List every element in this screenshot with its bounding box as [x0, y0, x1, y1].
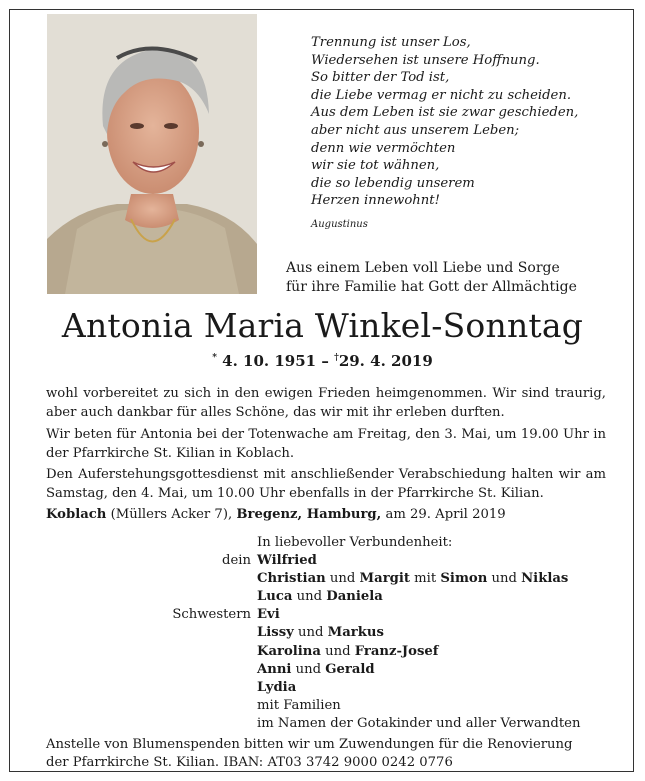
- date-separator: –: [321, 352, 329, 370]
- poem-line: Aus dem Leben ist sie zwar geschieden,: [311, 105, 579, 121]
- mourner-name: Anni: [257, 661, 292, 677]
- mourners-list: [0, 534, 645, 733]
- address: (Müllers Acker 7),: [110, 507, 233, 522]
- conjunction: und: [295, 661, 322, 677]
- mourners-heading-row: [0, 534, 645, 552]
- relation-label: Schwestern: [172, 607, 251, 623]
- intro-text: [286, 259, 626, 297]
- death-date: 29. 4. 2019: [338, 352, 433, 370]
- intro-line: Aus einem Leben voll Liebe und Sorge: [286, 260, 560, 276]
- birth-symbol: *: [212, 353, 217, 363]
- poem-line: denn wie vermöchten: [311, 140, 456, 156]
- poem-line: Wiedersehen ist unsere Hoffnung.: [311, 52, 540, 68]
- mourner-name: Karolina: [257, 643, 321, 659]
- mourner-name: Margit: [359, 571, 410, 587]
- mourner-row: [0, 570, 645, 588]
- town-koblach: Koblach: [46, 507, 107, 522]
- poem: [311, 34, 621, 210]
- mourner-name: Lissy: [257, 625, 294, 641]
- mourner-name: Simon: [440, 571, 488, 587]
- body-paragraph: Den Auferstehungsgottesdienst mit anschließender Verabschiedung halten wir am Samstag, den 4. Mai, um 10.00 Uhr ebenfalls in der Pfarrkirche St. Kilian.: [46, 467, 606, 501]
- mourner-row: [0, 661, 645, 679]
- conjunction: und: [329, 571, 356, 587]
- mourner-name: Niklas: [521, 571, 569, 587]
- notice-body: [46, 384, 606, 506]
- mourner-name: Markus: [327, 625, 384, 641]
- life-dates: [0, 352, 645, 370]
- donation-line: Anstelle von Blumenspenden bitten wir um Zuwendungen für die Renovierung: [46, 737, 573, 752]
- mourner-row: [0, 643, 645, 661]
- relation-label: dein: [222, 553, 251, 569]
- mourner-row: [0, 715, 645, 733]
- mourner-name: Daniela: [326, 589, 383, 605]
- donation-line: der Pfarrkirche St. Kilian. IBAN: AT03 3742 9000 0242 0776: [46, 755, 453, 770]
- donation-note: [46, 736, 606, 772]
- body-paragraph: Wir beten für Antonia bei der Totenwache am Freitag, den 3. Mai, um 19.00 Uhr in der Pfarrkirche St. Kilian in Koblach.: [46, 426, 606, 461]
- poem-line: die Liebe vermag er nicht zu scheiden.: [311, 87, 572, 103]
- poem-line: wir sie tot wähnen,: [311, 158, 440, 174]
- portrait-photo: [47, 14, 257, 294]
- poem-line: aber nicht aus unserem Leben;: [311, 122, 520, 138]
- body-paragraph: wohl vorbereitet zu sich in den ewigen Frieden heimgenommen. Wir sind traurig, aber auch dankbar für alles Schöne, das wir mit ihr erleben durften.: [46, 386, 606, 420]
- conjunction: und: [325, 643, 351, 659]
- conjunction: und: [296, 589, 323, 605]
- mourner-name: Evi: [257, 607, 280, 623]
- mourner-name: Gerald: [325, 661, 375, 677]
- conjunction: mit: [414, 571, 437, 587]
- place-date-line: [46, 507, 606, 522]
- mourner-name: Christian: [257, 571, 326, 587]
- mourner-name: Wilfried: [257, 553, 317, 569]
- deceased-name: Antonia Maria Winkel-Sonntag: [61, 306, 584, 345]
- notice-date: am 29. April 2019: [385, 507, 506, 522]
- mit-familien: mit Familien: [257, 697, 341, 713]
- mourner-row: [0, 624, 645, 642]
- poem-line: Herzen innewohnt!: [311, 193, 440, 209]
- mourner-row: [0, 679, 645, 697]
- mourner-name: Lydia: [257, 679, 297, 695]
- mourner-row: [0, 606, 645, 624]
- poem-line: So bitter der Tod ist,: [311, 70, 450, 86]
- mourner-row: [0, 588, 645, 606]
- conjunction: und: [491, 571, 517, 587]
- poem-author: Augustinus: [311, 219, 368, 230]
- mourner-row: [0, 552, 645, 570]
- towns: Bregenz, Hamburg,: [236, 507, 382, 522]
- intro-line: für ihre Familie hat Gott der Allmächtige: [286, 279, 577, 295]
- birth-date: 4. 10. 1951: [222, 352, 317, 370]
- conjunction: und: [298, 625, 324, 641]
- mourner-row: [0, 697, 645, 715]
- poem-line: Trennung ist unser Los,: [311, 35, 471, 50]
- closing-line: im Namen der Gotakinder und aller Verwandten: [257, 715, 581, 731]
- poem-line: die so lebendig unserem: [311, 175, 475, 191]
- mourner-name: Luca: [257, 589, 293, 605]
- mourners-heading: In liebevoller Verbundenheit:: [257, 535, 453, 550]
- mourner-name: Franz-Josef: [354, 643, 439, 659]
- death-symbol: †: [334, 353, 339, 363]
